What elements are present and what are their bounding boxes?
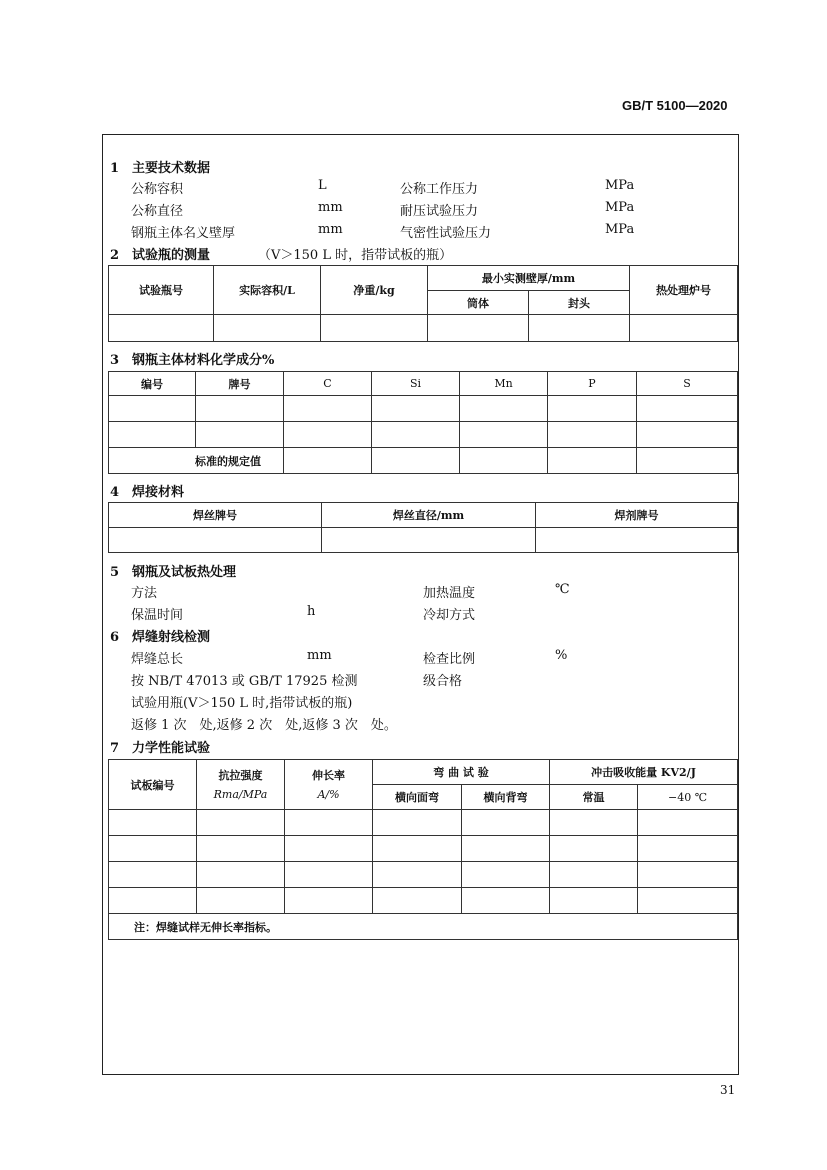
holding-time-label: 保温时间: [131, 608, 184, 623]
th-tensile-label: 抗拉强度: [218, 768, 263, 782]
th-bend-test: 弯 曲 试 验: [373, 760, 550, 785]
th-wire-grade: 焊丝牌号: [109, 503, 322, 528]
leak-pressure-label: 气密性试验压力: [400, 226, 492, 241]
heating-temp-unit: ℃: [555, 582, 570, 597]
table-row: [109, 836, 738, 862]
nominal-diameter-unit: mm: [318, 200, 343, 215]
th-plate-no: 试板编号: [109, 760, 197, 810]
section-5-title: 5 钢瓶及试板热处理: [110, 565, 237, 580]
standard-number: GB/T 5100—2020: [622, 98, 728, 113]
th-impact-energy: 冲击吸收能量 KV2/J: [550, 760, 738, 785]
welding-material-table: [108, 502, 738, 553]
leak-pressure-unit: MPa: [605, 222, 635, 237]
th-room-temp: 常温: [550, 785, 638, 810]
table-row: [109, 422, 738, 448]
working-pressure-unit: MPa: [605, 178, 635, 193]
chemistry-table: [108, 371, 738, 474]
th-number: 编号: [109, 372, 196, 396]
table-row: [109, 528, 738, 553]
inspection-ratio-unit: %: [555, 648, 568, 663]
section-3-title: 3 钢瓶主体材料化学成分%: [110, 353, 275, 368]
holding-time-unit: h: [307, 604, 316, 619]
section-1-title: 1 主要技术数据: [110, 161, 211, 176]
section-6-title: 6 焊缝射线检测: [110, 630, 211, 645]
repair-count: 返修 1 次 处,返修 2 次 处,返修 3 次 处。: [131, 718, 397, 733]
grade-pass: 级合格: [423, 674, 463, 689]
test-pressure-unit: MPa: [605, 200, 635, 215]
th-elongation-label: 伸长率: [312, 768, 345, 782]
th-p: P: [548, 372, 637, 396]
wall-thickness-unit: mm: [318, 222, 343, 237]
section-2-title: 2 试验瓶的测量: [110, 248, 211, 263]
cooling-method-label: 冷却方式: [423, 608, 476, 623]
th-volume: 实际容积/L: [214, 266, 321, 315]
th-bend-face: 横向面弯: [373, 785, 462, 810]
weld-length-unit: mm: [307, 648, 332, 663]
th-min-thickness: 最小实测壁厚/mm: [428, 266, 630, 291]
test-bottle-note: 试验用瓶(V＞150 L 时,指带试板的瓶): [131, 696, 353, 711]
th-elongation: [285, 760, 373, 810]
th-bend-back: 横向背弯: [462, 785, 550, 810]
test-pressure-label: 耐压试验压力: [400, 204, 479, 219]
th-head: 封头: [529, 291, 630, 315]
th-tensile-unit: Rma/MPa: [213, 787, 268, 801]
heating-temp-label: 加热温度: [423, 586, 476, 601]
th-furnace: 热处理炉号: [630, 266, 738, 315]
th-bottle-no: 试验瓶号: [109, 266, 214, 315]
measurement-table: [108, 265, 738, 342]
th-net-weight: 净重/kg: [321, 266, 428, 315]
section-7-title: 7 力学性能试验: [110, 741, 211, 756]
th-minus40: −40 ℃: [638, 785, 738, 810]
working-pressure-label: 公称工作压力: [400, 182, 479, 197]
th-elongation-unit: A/%: [317, 787, 340, 801]
th-tensile: [197, 760, 285, 810]
th-flux-grade: 焊剂牌号: [536, 503, 738, 528]
page-number: 31: [720, 1083, 736, 1097]
nominal-volume-unit: L: [318, 178, 327, 193]
th-mn: Mn: [460, 372, 548, 396]
th-si: Si: [372, 372, 460, 396]
table-row: [109, 315, 738, 342]
inspection-standard: 按 NB/T 47013 或 GB/T 17925 检测: [131, 674, 358, 689]
wall-thickness-label: 钢瓶主体名义壁厚: [131, 226, 236, 241]
table-row: [109, 448, 738, 474]
weld-length-label: 焊缝总长: [131, 652, 184, 667]
mechanical-test-table: [108, 759, 738, 940]
section-4-title: 4 焊接材料: [110, 485, 185, 500]
table-row: [109, 396, 738, 422]
th-grade: 牌号: [196, 372, 284, 396]
section-2-note: （V＞150 L 时，指带试板的瓶）: [258, 248, 453, 263]
nominal-diameter-label: 公称直径: [131, 204, 184, 219]
th-c: C: [284, 372, 372, 396]
table-note: 注：焊缝试样无伸长率指标。: [109, 914, 738, 940]
th-wire-diameter: 焊丝直径/mm: [322, 503, 536, 528]
standard-values-label: 标准的规定值: [109, 448, 284, 474]
table-row: [109, 888, 738, 914]
inspection-ratio-label: 检查比例: [423, 652, 476, 667]
th-s: S: [637, 372, 738, 396]
method-label: 方法: [131, 586, 158, 601]
table-row: [109, 862, 738, 888]
table-row: [109, 810, 738, 836]
nominal-volume-label: 公称容积: [131, 182, 184, 197]
th-shell: 筒体: [428, 291, 529, 315]
